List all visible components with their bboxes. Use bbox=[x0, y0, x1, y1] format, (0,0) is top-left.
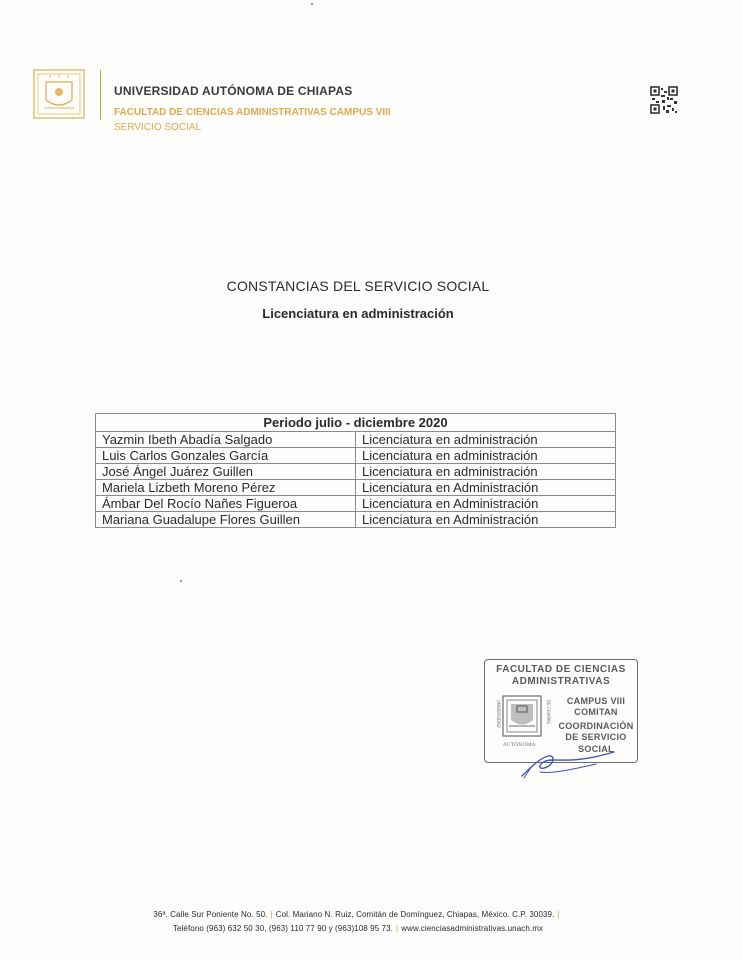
footer-street: 36ª. Calle Sur Poniente No. 50. bbox=[153, 910, 268, 919]
stamp-faculty-line: FACULTAD DE CIENCIAS bbox=[496, 664, 626, 675]
speck bbox=[311, 3, 313, 5]
footer-contact bbox=[0, 924, 716, 933]
program-name: Licenciatura en Administración bbox=[356, 512, 616, 528]
table-row bbox=[96, 448, 616, 464]
footer-colony: Col. Mariano N. Ruiz, Comitán de Domínguez, Chiapas, México. C.P. 30039. bbox=[275, 910, 555, 919]
student-name: Luis Carlos Gonzales García bbox=[96, 448, 356, 464]
footer-website-link[interactable]: www.cienciasadministrativas.unach.mx bbox=[401, 924, 544, 933]
table-row bbox=[96, 432, 616, 448]
stamp-service: DE SERVICIO bbox=[565, 732, 627, 742]
student-name: José Ángel Juárez Guillen bbox=[96, 464, 356, 480]
student-name: Mariana Guadalupe Flores Guillen bbox=[96, 512, 356, 528]
handwritten-signature bbox=[510, 738, 620, 784]
stamp-coordination: COORDINACIÓN bbox=[558, 721, 634, 731]
header-divider bbox=[100, 70, 101, 120]
speck bbox=[180, 580, 182, 582]
program-name: Licenciatura en administración bbox=[356, 464, 616, 480]
program-name: Licenciatura en administración bbox=[356, 448, 616, 464]
table-row bbox=[96, 480, 616, 496]
department-name: SERVICIO SOCIAL bbox=[114, 122, 202, 133]
footer-separator: | bbox=[270, 910, 273, 919]
qr-code-icon bbox=[650, 86, 678, 114]
svg-text:AUTÓNOMA: AUTÓNOMA bbox=[503, 742, 536, 748]
svg-text:DE CHIAPAS: DE CHIAPAS bbox=[546, 700, 551, 725]
document-subtitle: Licenciatura en administración bbox=[262, 306, 454, 321]
university-crest-icon bbox=[32, 68, 86, 120]
stamp-campus: CAMPUS VIII bbox=[566, 696, 626, 706]
table-row bbox=[96, 464, 616, 480]
table-row bbox=[96, 512, 616, 528]
svg-text:UNIVERSIDAD: UNIVERSIDAD bbox=[496, 700, 501, 728]
student-name: Yazmin Ibeth Abadía Salgado bbox=[96, 432, 356, 448]
university-name: UNIVERSIDAD AUTÓNOMA DE CHIAPAS bbox=[114, 84, 353, 98]
footer-phone: Teléfono (963) 632 50 30, (963) 110 77 90 y (963)108 95 73. bbox=[172, 924, 394, 933]
program-name: Licenciatura en Administración bbox=[356, 496, 616, 512]
stamp-admin-line: ADMINISTRATIVAS bbox=[511, 676, 611, 687]
stamp-city: COMITAN bbox=[574, 707, 618, 717]
footer-separator: | bbox=[396, 924, 399, 933]
program-name: Licenciatura en Administración bbox=[356, 480, 616, 496]
footer-address bbox=[0, 910, 716, 919]
stamp-social: SOCIAL bbox=[578, 744, 614, 754]
period-header: Periodo julio - diciembre 2020 bbox=[96, 414, 616, 432]
table-header-row bbox=[96, 414, 616, 432]
student-name: Mariela Lizbeth Moreno Pérez bbox=[96, 480, 356, 496]
student-name: Ámbar Del Rocío Nañes Figueroa bbox=[96, 496, 356, 512]
program-name: Licenciatura en administración bbox=[356, 432, 616, 448]
faculty-name: FACULTAD DE CIENCIAS ADMINISTRATIVAS CAMPUS VIII bbox=[114, 107, 391, 118]
footer-separator: | bbox=[557, 910, 560, 919]
document-title: CONSTANCIAS DEL SERVICIO SOCIAL bbox=[226, 278, 490, 294]
table-row bbox=[96, 496, 616, 512]
constancias-table bbox=[95, 413, 616, 528]
